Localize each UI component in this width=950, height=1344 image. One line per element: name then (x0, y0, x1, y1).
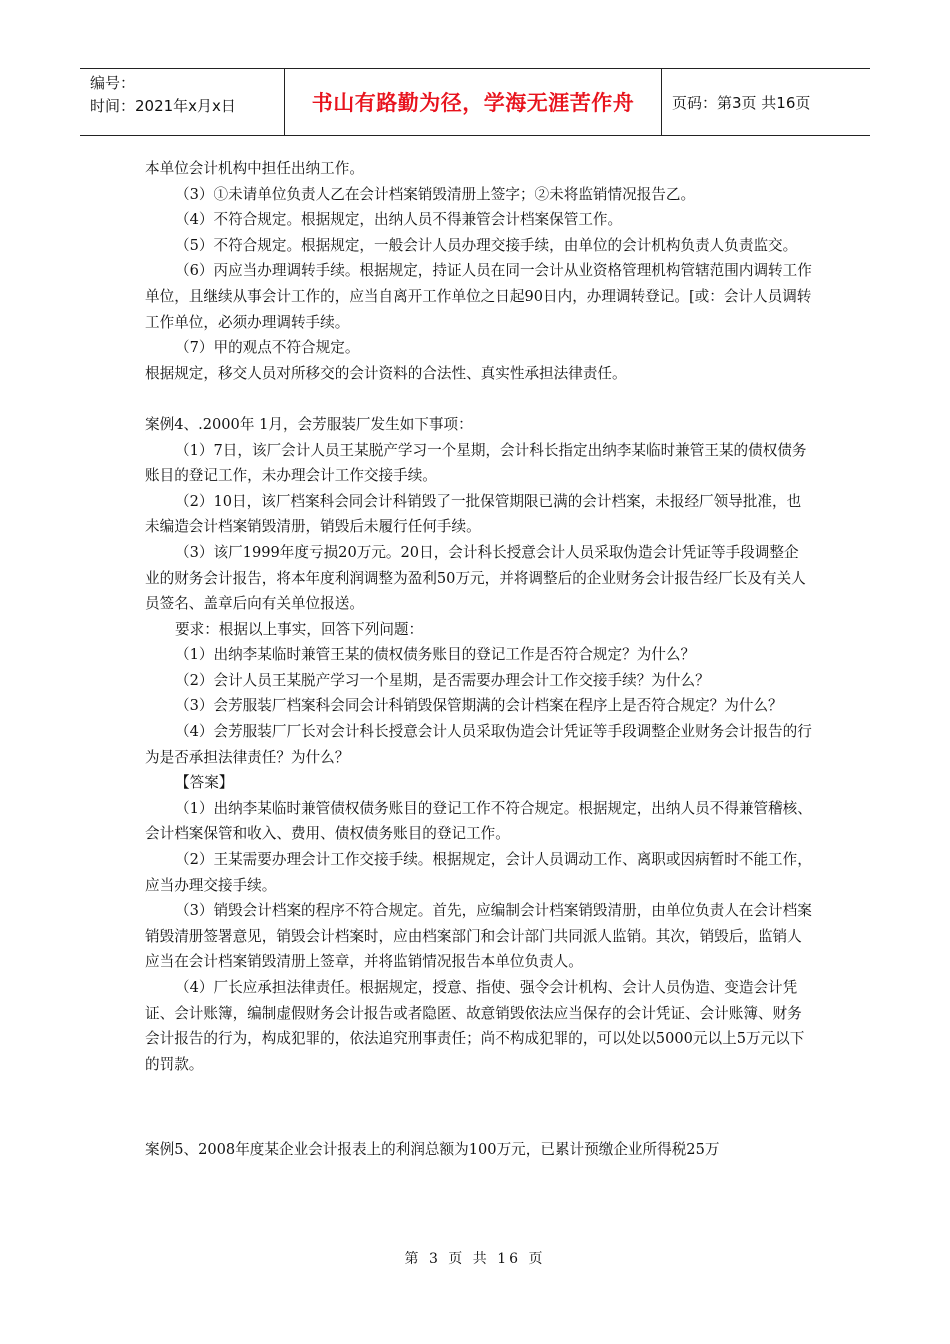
paragraph: （4）会芳服装厂厂长对会计科长授意会计人员采取伪造会计凭证等手段调整企业财务会计报告的行为是否承担法律责任？为什么？ (145, 723, 812, 766)
paragraph: （4）厂长应承担法律责任。根据规定，授意、指使、强令会计机构、会计人员伪造、变造会计凭证、会计账簿，编制虚假财务会计报告或者隐匿、故意销毁依法应当保存的会计凭证、会计账簿、财务会计报告的行为，构成犯罪的，依法追究刑事责任；尚不构成犯罪的，可以处以5000元以上5万元以下的罚款。 (145, 979, 805, 1073)
page-header (80, 68, 870, 136)
paragraph: （1）出纳李某临时兼管债权债务账目的登记工作不符合规定。根据规定，出纳人员不得兼管稽核、会计档案保管和收入、费用、债权债务账目的登记工作。 (145, 799, 812, 843)
paragraph: （3）会芳服装厂档案科会同会计科销毁保管期满的会计档案在程序上是否符合规定？为什么？ (175, 697, 783, 715)
paragraph: 案例4、.2000年 1月，会芳服装厂发生如下事项： (145, 415, 473, 433)
paragraph-spacer (145, 1077, 813, 1137)
paragraph: （5）不符合规定。根据规定，一般会计人员办理交接手续，由单位的会计机构负责人负责监交。 (175, 236, 798, 254)
paragraph: （1）7日，该厂会计人员王某脱产学习一个星期，会计科长指定出纳李某临时兼管王某的债权债务账目的登记工作，未办理会计工作交接手续。 (145, 441, 807, 485)
paragraph: 要求：根据以上事实，回答下列问题： (175, 620, 424, 638)
paragraph: （2）10日，该厂档案科会同会计科销毁了一批保管期限已满的会计档案，未报经厂领导批准，也未编造会计档案销毁清册，销毁后未履行任何手续。 (145, 492, 802, 536)
header-meta (80, 69, 285, 135)
paragraph: 本单位会计机构中担任出纳工作。 (145, 160, 364, 177)
paragraph: （6）丙应当办理调转手续。根据规定，持证人员在同一会计从业资格管理机构管辖范围内调转工作单位，且继续从事会计工作的，应当自离开工作单位之日起90日内，办理调转登记。[或：会计人员调转工作单位，必须办理调转手续。 (145, 262, 812, 331)
paragraph: （4）不符合规定。根据规定，出纳人员不得兼管会计档案保管工作。 (175, 211, 623, 229)
header-page-number: 页码：第3页 共16页 (672, 93, 811, 112)
paragraph: （2）王某需要办理会计工作交接手续。根据规定，会计人员调动工作、离职或因病暂时不能工作，应当办理交接手续。 (145, 851, 812, 894)
paragraph: （2）会计人员王某脱产学习一个星期，是否需要办理会计工作交接手续？为什么？ (175, 671, 710, 689)
paragraph: （3）该厂1999年度亏损20万元。20日，会计科长授意会计人员采取伪造会计凭证等手段调整企业的财务会计报告，将本年度利润调整为盈利50万元，并将调整后的企业财务会计报告经厂长及有关人员签名、盖章后向有关单位报送。 (145, 543, 806, 613)
document-date: 时间：2021年x月x日 (90, 97, 236, 115)
paragraph-spacer (145, 386, 813, 412)
paragraph: （3）①未请单位负责人乙在会计档案销毁清册上签字；②未将监销情况报告乙。 (175, 185, 696, 203)
document-number: 编号： (90, 74, 136, 92)
paragraph: 案例5、2008年度某企业会计报表上的利润总额为100万元，已累计预缴企业所得税25万 (145, 1141, 720, 1159)
page-footer (0, 1248, 950, 1268)
paragraph: （7）甲的观点不符合规定。 (175, 339, 360, 357)
document-body (145, 156, 813, 1163)
paragraph: （3）销毁会计档案的程序不符合规定。首先，应编制会计档案销毁清册，由单位负责人在会计档案销毁清册签署意见，销毁会计档案时，应由档案部门和会计部门共同派人监销。其次，销毁后，监销人应当在会计档案销毁清册上签章，并将监销情况报告本单位负责人。 (145, 902, 812, 971)
header-motto: 书山有路勤为径，学海无涯苦作舟 (285, 69, 662, 135)
paragraph: 【答案】 (175, 774, 234, 792)
paragraph: （1）出纳李某临时兼管王某的债权债务账目的登记工作是否符合规定？为什么？ (175, 646, 696, 664)
paragraph: 根据规定，移交人员对所移交的会计资料的合法性、真实性承担法律责任。 (145, 364, 627, 382)
footer-page-number: 第 3 页 共 16 页 (404, 1251, 546, 1267)
